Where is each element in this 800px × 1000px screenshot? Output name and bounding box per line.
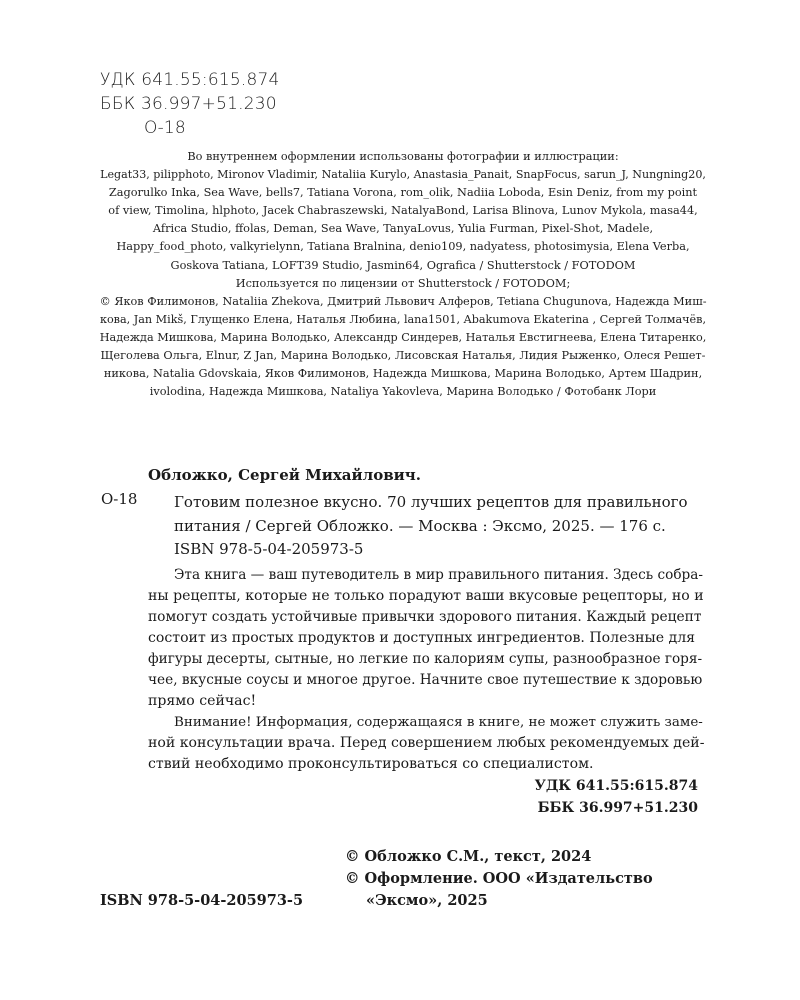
credits-line: ivolodina, Надежда Мишкова, Nataliya Yakovleva, Марина Володько / Фотобанк Лори [149, 385, 657, 399]
credits-line: Zagorulko Inka, Sea Wave, bells7, Tatiana Vorona, rom_olik, Nadiia Loboda, Esin Deniz, from my point [108, 186, 698, 200]
card-code: О-18 [101, 490, 138, 508]
annotation-line: фигуры десерты, сытные, но легкие по калориям супы, разнообразное горя- [148, 651, 703, 667]
udk-code: УДК 641.55:615.874 [100, 70, 280, 90]
card-title-line: Готовим полезное вкусно. 70 лучших рецептов для правильного [174, 493, 688, 511]
annotation [148, 565, 705, 775]
credits-line: Legat33, pilipphoto, Mironov Vladimir, Nataliia Kurylo, Anastasia_Panait, SnapFocus, sarun_J, Nungning20, [100, 168, 706, 182]
credits-line: Надежда Мишкова, Марина Володько, Александр Синдерев, Наталья Евстигнеева, Елена Титаренко, [99, 330, 707, 344]
credits-line: Используется по лицензии от Shutterstock / FOTODOM; [235, 276, 571, 290]
credits-line: Во внутреннем оформлении использованы фотографии и иллюстрации: [187, 150, 619, 163]
copyright-design-cont: «Эксмо», 2025 [366, 892, 488, 909]
credits-line: кова, Jan Mikš, Глущенко Елена, Наталья Любина, lana1501, Abakumova Ekaterina , Сергей Толмачёв, [99, 312, 707, 326]
warning-line: Внимание! Информация, содержащаяся в книге, не может служить заме- [174, 715, 703, 730]
annotation-line: помогут создать устойчивые привычки здорового питания. Каждый рецепт [148, 609, 702, 625]
annotation-line: Эта книга — ваш путеводитель в мир правильного питания. Здесь собра- [174, 567, 703, 583]
card-isbn: ISBN 978-5-04-205973-5 [174, 540, 364, 558]
credits-line: Happy_food_photo, valkyrielynn, Tatiana Bralnina, denio109, nadyatess, photosimysia, Elena Verba, [116, 240, 690, 254]
warning-line: ной консультации врача. Перед совершением любых рекомендуемых дей- [148, 735, 705, 751]
warning-line: ствий необходимо проконсультироваться со специалистом. [148, 756, 594, 772]
photo-credits [98, 148, 708, 401]
card-udk: УДК 641.55:615.874 [534, 778, 698, 794]
copyright-text: © Обложко С.М., текст, 2024 [345, 848, 592, 865]
author-mark: О-18 [144, 118, 186, 138]
footer-isbn: ISBN 978-5-04-205973-5 [100, 892, 304, 909]
credits-line: © Яков Филимонов, Nataliia Zhekova, Дмитрий Львович Алферов, Tetiana Chugunova, Надежда Миш- [99, 294, 707, 308]
bbk-code: ББК 36.997+51.230 [100, 94, 277, 114]
annotation-line: чее, вкусные соусы и многое другое. Начните свое путешествие к здоровью [148, 672, 703, 688]
credits-line: Goskova Tatiana, LOFT39 Studio, Jasmin64, Ografica / Shutterstock / FOTODOM [170, 258, 636, 272]
credits-line: of view, Timolina, hlphoto, Jacek Chabraszewski, NatalyaBond, Larisa Blinova, Lunov Mykola, masa44, [108, 204, 698, 218]
card-bbk: ББК 36.997+51.230 [537, 800, 698, 816]
annotation-line: ны рецепты, которые не только порадуют ваши вкусовые рецепторы, но и [148, 588, 704, 604]
credits-line: Щеголева Ольга, Elnur, Z Jan, Марина Володько, Лисовская Наталья, Лидия Рыженко, Олеся Решет- [100, 349, 706, 363]
annotation-line: состоит из простых продуктов и доступных ингредиентов. Полезные для [148, 630, 696, 646]
credits-line: Africa Studio, ffolas, Deman, Sea Wave, TanyaLovus, Yulia Furman, Pixel-Shot, Madele, [152, 222, 654, 236]
annotation-line: прямо сейчас! [148, 693, 257, 709]
card-title [174, 490, 688, 538]
copyright-design: © Оформление. ООО «Издательство [345, 870, 653, 887]
card-title-line: питания / Сергей Обложко. — Москва : Эксмо, 2025. — 176 с. [174, 517, 666, 535]
card-author: Обложко, Сергей Михайлович. [148, 466, 421, 484]
credits-line: никова, Natalia Gdovskaia, Яков Филимонов, Надежда Мишкова, Марина Володько, Артем Шадрин, [103, 367, 703, 381]
